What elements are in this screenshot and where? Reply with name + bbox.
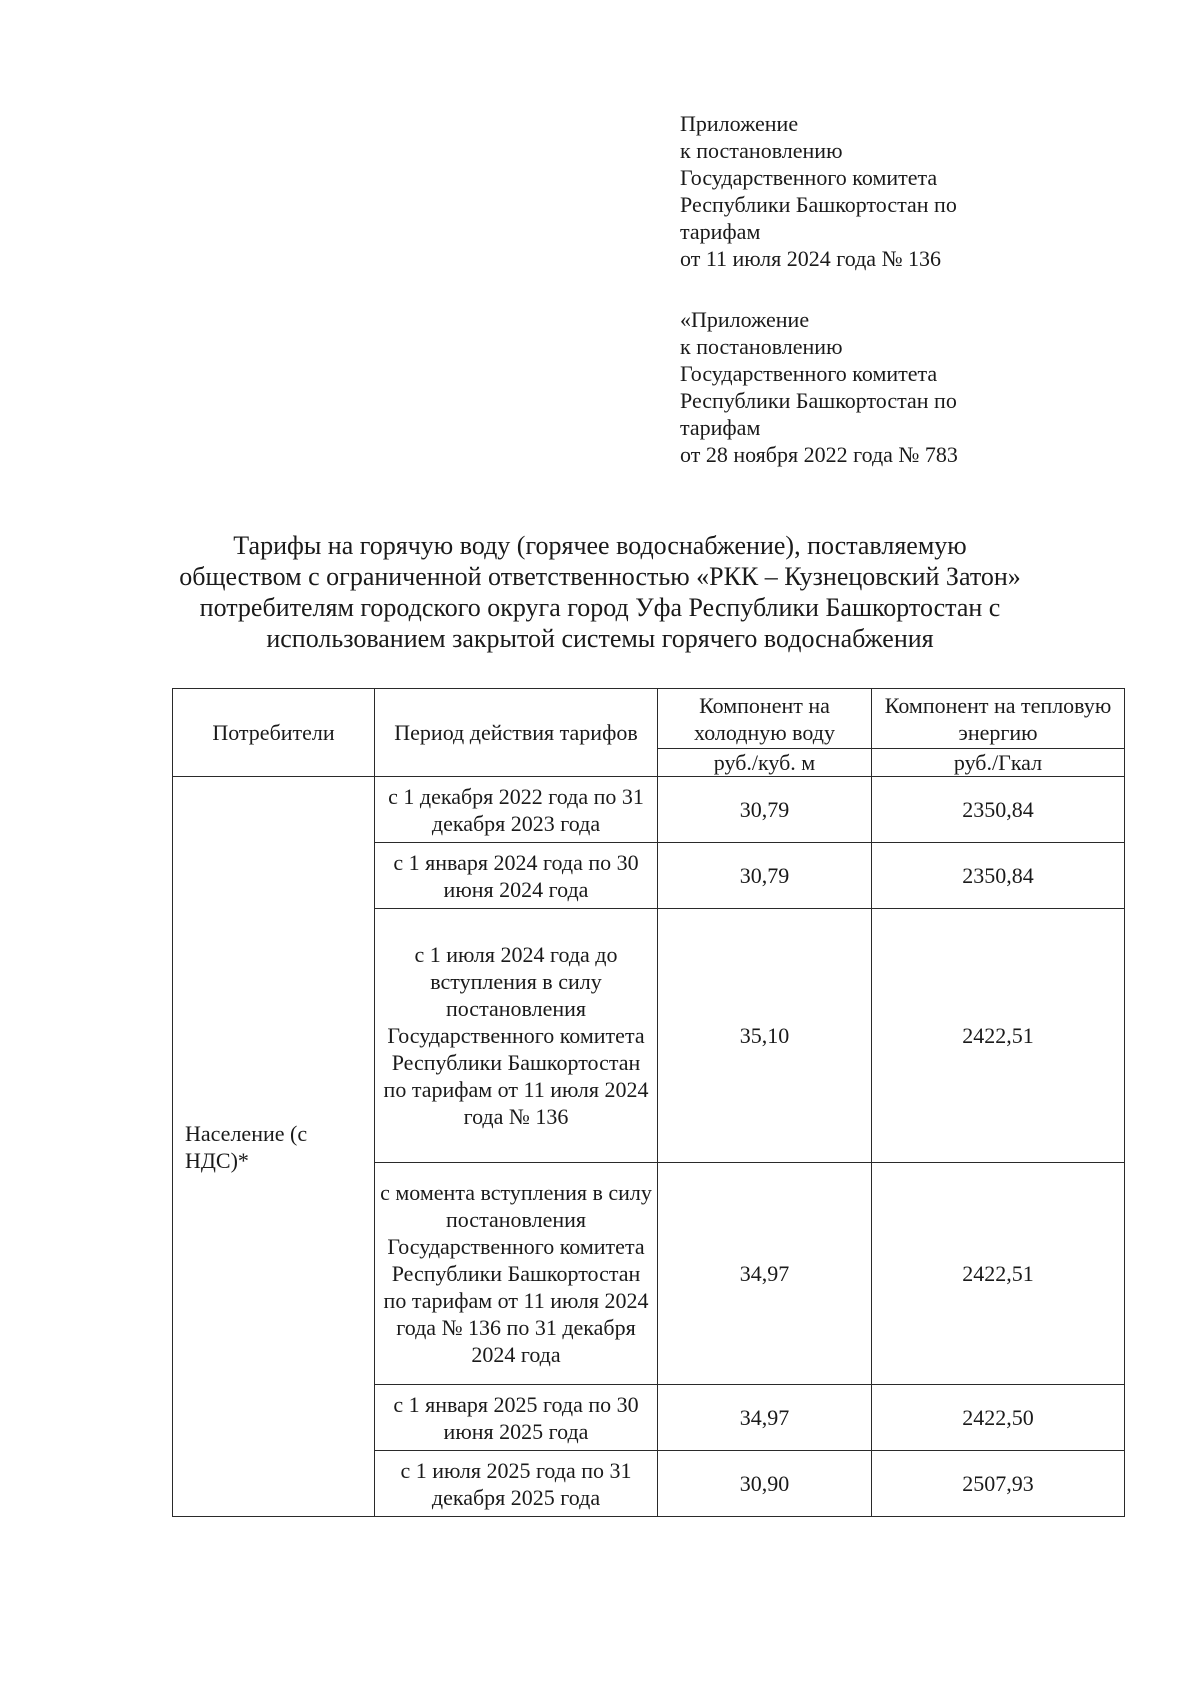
period-cell: с 1 января 2024 года по 30 июня 2024 года bbox=[375, 843, 658, 909]
title-line: потребителям городского округа город Уфа Республики Башкортостан с bbox=[199, 593, 1001, 622]
title-line: использованием закрытой системы горячего водоснабжения bbox=[266, 624, 934, 653]
header-consumers: Потребители bbox=[173, 689, 375, 777]
previous-appendix-header bbox=[680, 306, 958, 468]
cold-water-cell: 30,79 bbox=[658, 777, 872, 843]
heat-energy-cell: 2422,51 bbox=[872, 1163, 1125, 1385]
period-cell: с 1 декабря 2022 года по 31 декабря 2023 года bbox=[375, 777, 658, 843]
appendix-line: тарифам bbox=[680, 219, 761, 244]
header-heat-energy-unit: руб./Гкал bbox=[872, 749, 1125, 777]
period-cell: с 1 июля 2024 года до вступления в силу постановления Государственного комитета Республики Башкортостан по тарифам от 11 июля 2024 года № 136 bbox=[375, 909, 658, 1163]
appendix-header bbox=[680, 110, 957, 272]
title-line: Тарифы на горячую воду (горячее водоснабжение), поставляемую bbox=[233, 531, 967, 560]
consumer-cell: Население (с НДС)* bbox=[173, 777, 375, 1517]
header-cold-water: Компонент на холодную воду bbox=[658, 689, 872, 749]
cold-water-cell: 30,90 bbox=[658, 1451, 872, 1517]
appendix-line: Республики Башкортостан по bbox=[680, 192, 957, 217]
appendix-line: к постановлению bbox=[680, 334, 843, 359]
heat-energy-cell: 2350,84 bbox=[872, 843, 1125, 909]
appendix-line: к постановлению bbox=[680, 138, 843, 163]
appendix-line: Республики Башкортостан по bbox=[680, 388, 957, 413]
appendix-line: от 28 ноября 2022 года № 783 bbox=[680, 442, 958, 467]
cold-water-cell: 34,97 bbox=[658, 1385, 872, 1451]
period-cell: с 1 июля 2025 года по 31 декабря 2025 года bbox=[375, 1451, 658, 1517]
heat-energy-cell: 2422,50 bbox=[872, 1385, 1125, 1451]
period-cell: с момента вступления в силу постановления Государственного комитета Республики Башкортостан по тарифам от 11 июля 2024 года № 136 по 31 декабря 2024 года bbox=[375, 1163, 658, 1385]
document-title bbox=[150, 530, 1050, 654]
tariff-table bbox=[172, 688, 1125, 1517]
appendix-line: Приложение bbox=[680, 111, 799, 136]
header-period: Период действия тарифов bbox=[375, 689, 658, 777]
appendix-line: Государственного комитета bbox=[680, 361, 938, 386]
cold-water-cell: 35,10 bbox=[658, 909, 872, 1163]
period-cell: с 1 января 2025 года по 30 июня 2025 года bbox=[375, 1385, 658, 1451]
cold-water-cell: 34,97 bbox=[658, 1163, 872, 1385]
header-cold-water-unit: руб./куб. м bbox=[658, 749, 872, 777]
heat-energy-cell: 2350,84 bbox=[872, 777, 1125, 843]
heat-energy-cell: 2422,51 bbox=[872, 909, 1125, 1163]
table-row bbox=[173, 777, 1125, 843]
title-line: обществом с ограниченной ответственностью «РКК – Кузнецовский Затон» bbox=[179, 562, 1021, 591]
appendix-line: «Приложение bbox=[680, 307, 810, 332]
appendix-line: Государственного комитета bbox=[680, 165, 938, 190]
cold-water-cell: 30,79 bbox=[658, 843, 872, 909]
heat-energy-cell: 2507,93 bbox=[872, 1451, 1125, 1517]
appendix-line: от 11 июля 2024 года № 136 bbox=[680, 246, 942, 271]
header-heat-energy: Компонент на тепловую энергию bbox=[872, 689, 1125, 749]
appendix-line: тарифам bbox=[680, 415, 761, 440]
